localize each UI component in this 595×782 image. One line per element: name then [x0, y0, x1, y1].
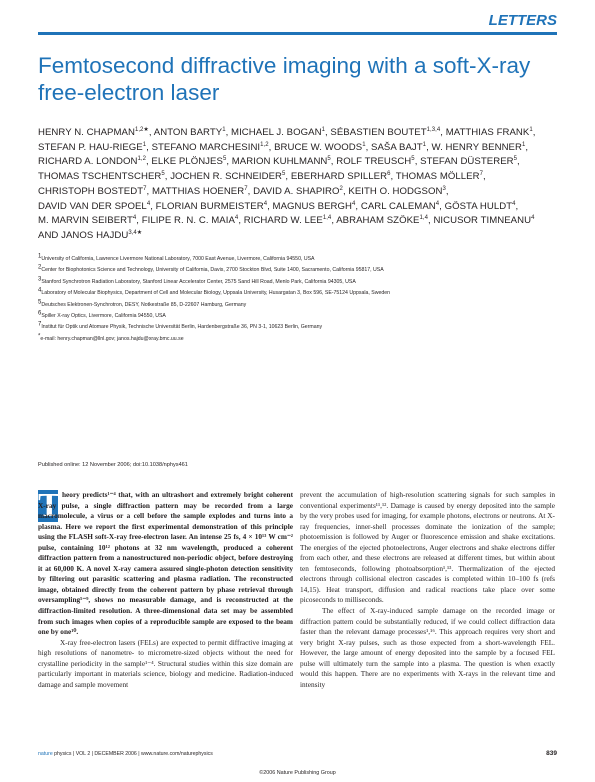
- author-name: SÉBASTIEN BOUTET$^{1,3,4}$: [330, 126, 441, 138]
- author-name: DAVID VAN DER SPOEL$^4$: [38, 200, 151, 212]
- page-number: 839: [546, 750, 557, 757]
- body-paragraph: prevent the accumulation of high-resolution scattering signals for such samples in conventional experiments¹¹,¹². Damage is caused by energy deposited into the sample by the very probes used for imaging, for example photons, electrons or neutrons. At X-ray frequencies, inner-shell processes dominate the ionization of the sample; photoemission is followed by Auger or fluorescence emission and shake excitations. The energies of the ejected photoelectrons, Auger electrons and shake electrons differ from each other, and these electrons are released at different times, but within about ten femtoseconds, following photoabsorption¹,¹³. Thermalization of the ejected electrons through collisional electron cascades is completed within 10–100 fs (refs 14,15). Heat transport, diffusion and radical reactions take place over some picoseconds to milliseconds.: [300, 490, 555, 605]
- author-name: MICHAEL J. BOGAN$^1$: [231, 126, 325, 138]
- left-column: [38, 487, 293, 690]
- journal-info: [38, 751, 213, 757]
- affiliation: $^6$Spiller X-ray Optics, Livermore, California 94550, USA: [38, 310, 166, 320]
- section-label: LETTERS: [488, 12, 557, 29]
- author-name: STEFANO MARCHESINI$^{1,2}$: [151, 141, 269, 153]
- author-name: HENRY N. $CHAPMAN^{1,2★}$: [38, 126, 149, 138]
- author-name: STEFAN P. HAU-RIEGE$^1$: [38, 141, 147, 153]
- author-name: MATTHIAS HOENER$^7$: [151, 185, 248, 197]
- author-name: CARL CALEMAN$^4$: [360, 200, 440, 212]
- journal-name: nature: [38, 751, 53, 757]
- author-name: M. MARVIN SEIBERT$^4$: [38, 215, 137, 227]
- author-name: EBERHARD SPILLER$^6$: [290, 170, 391, 183]
- author-name: MATTHIAS FRANK$^1$: [445, 126, 533, 138]
- publication-info: Published online: 12 November 2006; doi:10.1038/nphys461: [38, 462, 188, 468]
- author-name: FLORIAN BURMEISTER$^4$: [155, 200, 268, 212]
- article-title: Femtosecond diffractive imaging with a soft-X-ray free-electron laser: [38, 53, 531, 105]
- author-name: STEFAN DÜSTERER$^5$: [420, 156, 518, 168]
- right-column: [300, 490, 555, 690]
- author-name: FILIPE R. N. C. MAIA$^4$: [141, 215, 239, 227]
- author-name: W. HENRY BENNER$^1$: [431, 141, 526, 153]
- author-name: THOMAS TSCHENTSCHER$^5$: [38, 170, 165, 183]
- affiliation: $^2$Center for Biophotonics Science and Technology, University of California, Davis, 2700 Stockton Blvd, Suite 1400, Sacramento, California 95817, USA: [38, 264, 384, 274]
- author-name: KEITH O. HODGSON$^3$: [348, 185, 446, 197]
- author-name: ABRAHAM SZÖKE$^{1,4}$: [336, 215, 428, 227]
- affiliation: $^5$Deutsches Elektronen-Synchrotron, DESY, Notkestraße 85, D-22607 Hamburg, Germany: [38, 298, 247, 308]
- affiliation-list: [38, 254, 558, 345]
- author-name: RICHARD W. LEE$^{1,4}$: [243, 215, 332, 227]
- author-name: NICUSOR TIMNEANU$^4$: [433, 215, 535, 227]
- author-name: ROLF TREUSCH$^5$: [336, 156, 415, 168]
- affiliation: $^1$University of California, Lawrence Livermore National Laboratory, 7000 East Avenue, Livermore, California 94550, USA: [38, 253, 315, 262]
- author-name: ELKE PLÖNJES$^5$: [151, 156, 227, 168]
- author-name: THOMAS MÖLLER$^7$: [395, 170, 483, 183]
- author-name: RICHARD A. LONDON$^{1,2}$: [38, 156, 146, 168]
- author-name: MAGNUS BERGH$^4$: [272, 200, 356, 212]
- author-name: DAVID A. SHAPIRO$^2$: [253, 185, 343, 197]
- author-name: JOCHEN R. SCHNEIDER$^5$: [170, 170, 286, 183]
- abstract: heory predicts¹⁻⁴ that, with an ultrashort and extremely bright coherent X-ray pulse, a single diffraction pattern may be recorded from a large macromolecule, a virus or a cell before the sample explodes and turns into a plasma. Here we report the first experimental demonstration of this principle using the FLASH soft-X-ray free-electron laser. An intense 25 fs, 4 × 10¹³ W cm⁻² pulse, containing 10¹² photons at 32 nm wavelength, produced a coherent diffraction pattern from a nanostructured non-periodic object, before destroying it at 60,000 K. A novel X-ray camera assured single-photon detection sensitivity by filtering out parasitic scattering and plasma radiation. The reconstructed image, obtained directly from the coherent pattern by phase retrieval through oversampling⁵⁻⁹, shows no measurable damage, and is reconstructed at the diffraction-limited resolution. A three-dimensional data set may be assembled from such images when copies of a reproducible sample are exposed to the beam one by one¹⁰.: [38, 490, 293, 637]
- author-name: CHRISTOPH BOSTEDT$^7$: [38, 185, 147, 197]
- page-footer: [38, 750, 557, 757]
- body-paragraph: The effect of X-ray-induced sample damage on the recorded image or diffraction pattern could be substantially reduced, if we could collect diffraction data faster than the relevant damage processes¹,¹⁶. This approach requires very short and very bright X-ray pulses, such as those expected from a short-wavelength FEL. However, the large amount of energy deposited into the sample by a focused FEL pulse will ultimately turn the sample into a plasma. The question is when exactly would this happen. There are no experiments with X-rays in the relevant time and intensity: [300, 606, 555, 689]
- affiliation: $^3$Stanford Synchrotron Radiation Laboratory, Stanford Linear Accelerator Center, 2575 Sand Hill Road, Menlo Park, California 94305, USA: [38, 276, 356, 285]
- author-name: GÖSTA HULDT$^4$: [444, 200, 516, 212]
- drop-cap: T: [38, 487, 61, 524]
- author-name: MARION KUHLMANN$^5$: [231, 156, 331, 168]
- journal-issue: physics | VOL 2 | DECEMBER 2006 | www.nature.com/naturephysics: [52, 751, 213, 757]
- author-list: HENRY N. $CHAPMAN^{1,2★}$, ANTON BARTY$^1$, MICHAEL J. BOGAN$^1$, SÉBASTIEN BOUTET$^{1,3,4}$, MATTHIAS FRANK$^1$, STEFAN P. HAU-RIEGE$^1$, STEFANO MARCHESINI$^{1,2}$, BRUCE W. WOODS$^1$, SAŠA BAJT$^1$, W. HENRY BENNER$^1$, RICHARD A. LONDON$^{1,2}$, ELKE PLÖNJES$^5$, MARION KUHLMANN$^5$, ROLF TREUSCH$^5$, STEFAN DÜSTERER$^5$, THOMAS TSCHENTSCHER$^5$, JOCHEN R. SCHNEIDER$^5$, EBERHARD SPILLER$^6$, THOMAS MÖLLER$^7$, CHRISTOPH BOSTEDT$^7$, MATTHIAS HOENER$^7$, DAVID A. SHAPIRO$^2$, KEITH O. HODGSON$^3$, DAVID VAN DER SPOEL$^4$, FLORIAN BURMEISTER$^4$, MAGNUS BERGH$^4$, CARL CALEMAN$^4$, GÖSTA HULDT$^4$, M. MARVIN SEIBERT$^4$, FILIPE R. N. C. MAIA$^4$, RICHARD W. LEE$^{1,4}$, ABRAHAM SZÖKE$^{1,4}$, NICUSOR TIMNEANU$^4$ AND JANOS $HAJDU^{3,4★}$: [38, 126, 536, 241]
- affiliation: *e-mail: henry.chapman@llnl.gov; janos.hajdu@xray.bmc.uu.se: [38, 333, 184, 342]
- header-rule: [38, 32, 557, 35]
- author-name: SAŠA BAJT$^1$: [371, 141, 427, 153]
- affiliation: $^7$Institut für Optik und Atomare Physik, Technische Universität Berlin, Hardenbergstraße 36, PN 3-1, 10623 Berlin, Germany: [38, 321, 323, 331]
- author-name: BRUCE W. WOODS$^1$: [274, 141, 366, 153]
- affiliation: $^4$Laboratory of Molecular Biophysics, Department of Cell and Molecular Biology, Uppsala University, Husargatan 3, Box 596, SE-75124 Uppsala, Sweden: [38, 287, 391, 297]
- author-name: ANTON BARTY$^1$: [153, 126, 226, 138]
- author-name: AND JANOS $HAJDU^{3,4★}$: [38, 229, 143, 241]
- copyright-notice: ©2006 Nature Publishing Group: [259, 770, 336, 776]
- body-paragraph: X-ray free-electron lasers (FELs) are expected to permit diffractive imaging at high resolutions of nanometre- to micrometre-sized objects without the need for crystalline periodicity in the sample¹⁻⁴. Structural studies within this size domain are particularly important in materials science, biology and medicine. Radiation-induced damage and sample movement: [38, 637, 293, 689]
